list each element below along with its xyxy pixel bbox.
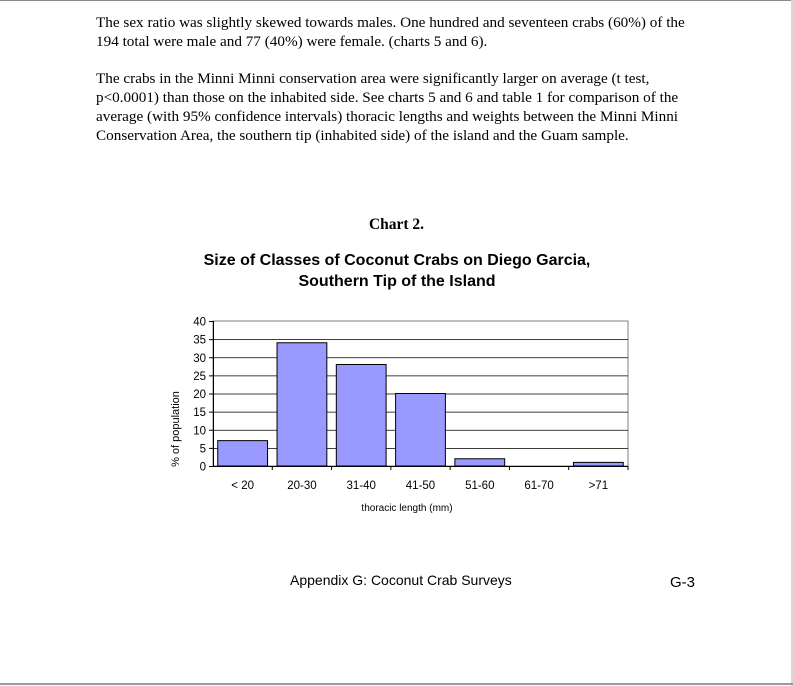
paragraph-size-comparison: The crabs in the Minni Minni conservation area were significantly larger on average (t test, p<0.0001) than those on the inhabited side. See charts 5 and 6 and table 1 for comparison of the average (with 95% confidence intervals) thoracic lengths and weights between the Minni Minni Conservation Area, the southern tip (inhabited side) of the island and the Guam sample.: [96, 70, 679, 144]
bar-4: [396, 394, 446, 467]
y-tick-label: 35: [193, 334, 206, 347]
y-tick-label: 0: [199, 461, 206, 474]
y-tick-label: 30: [193, 352, 206, 365]
page-number: G-3: [670, 574, 696, 591]
y-tick-label: 10: [193, 425, 206, 438]
x-tick-label: >71: [588, 480, 609, 492]
y-axis-label: % of population: [170, 391, 182, 467]
bar-3: [336, 365, 386, 467]
y-tick-label: 40: [193, 316, 206, 329]
x-tick-label: 31-40: [346, 480, 376, 492]
x-axis-label: thoracic length (mm): [361, 503, 453, 514]
x-tick-label: 20-30: [287, 480, 317, 492]
bar-2: [277, 343, 327, 466]
chart-label: Chart 2.: [368, 216, 425, 233]
x-tick-label: 61-70: [524, 480, 554, 492]
y-tick-label: 25: [193, 370, 206, 383]
bar-1: [218, 441, 268, 466]
x-tick-label: 51-60: [465, 480, 495, 492]
top-rule: [0, 0, 793, 1]
y-tick-label: 5: [199, 443, 206, 456]
paragraph-sex-ratio: The sex ratio was slightly skewed towards males. One hundred and seventeen crabs (60%) of the 194 total were male and 77 (40%) were female. (charts 5 and 6).: [96, 14, 685, 50]
bottom-rule: [0, 683, 793, 685]
x-tick-label: < 20: [231, 480, 254, 492]
y-tick-label: 15: [193, 407, 206, 420]
bar-5: [455, 459, 505, 466]
x-tick-label: 41-50: [405, 480, 436, 492]
footer-appendix-title: Appendix G: Coconut Crab Surveys: [290, 572, 512, 588]
bar-chart: [160, 310, 650, 525]
y-tick-label: 20: [193, 389, 206, 401]
bar-7: [573, 462, 623, 466]
chart-title: Size of Classes of Coconut Crabs on Diego Garcia, Southern Tip of the Island: [203, 252, 591, 290]
